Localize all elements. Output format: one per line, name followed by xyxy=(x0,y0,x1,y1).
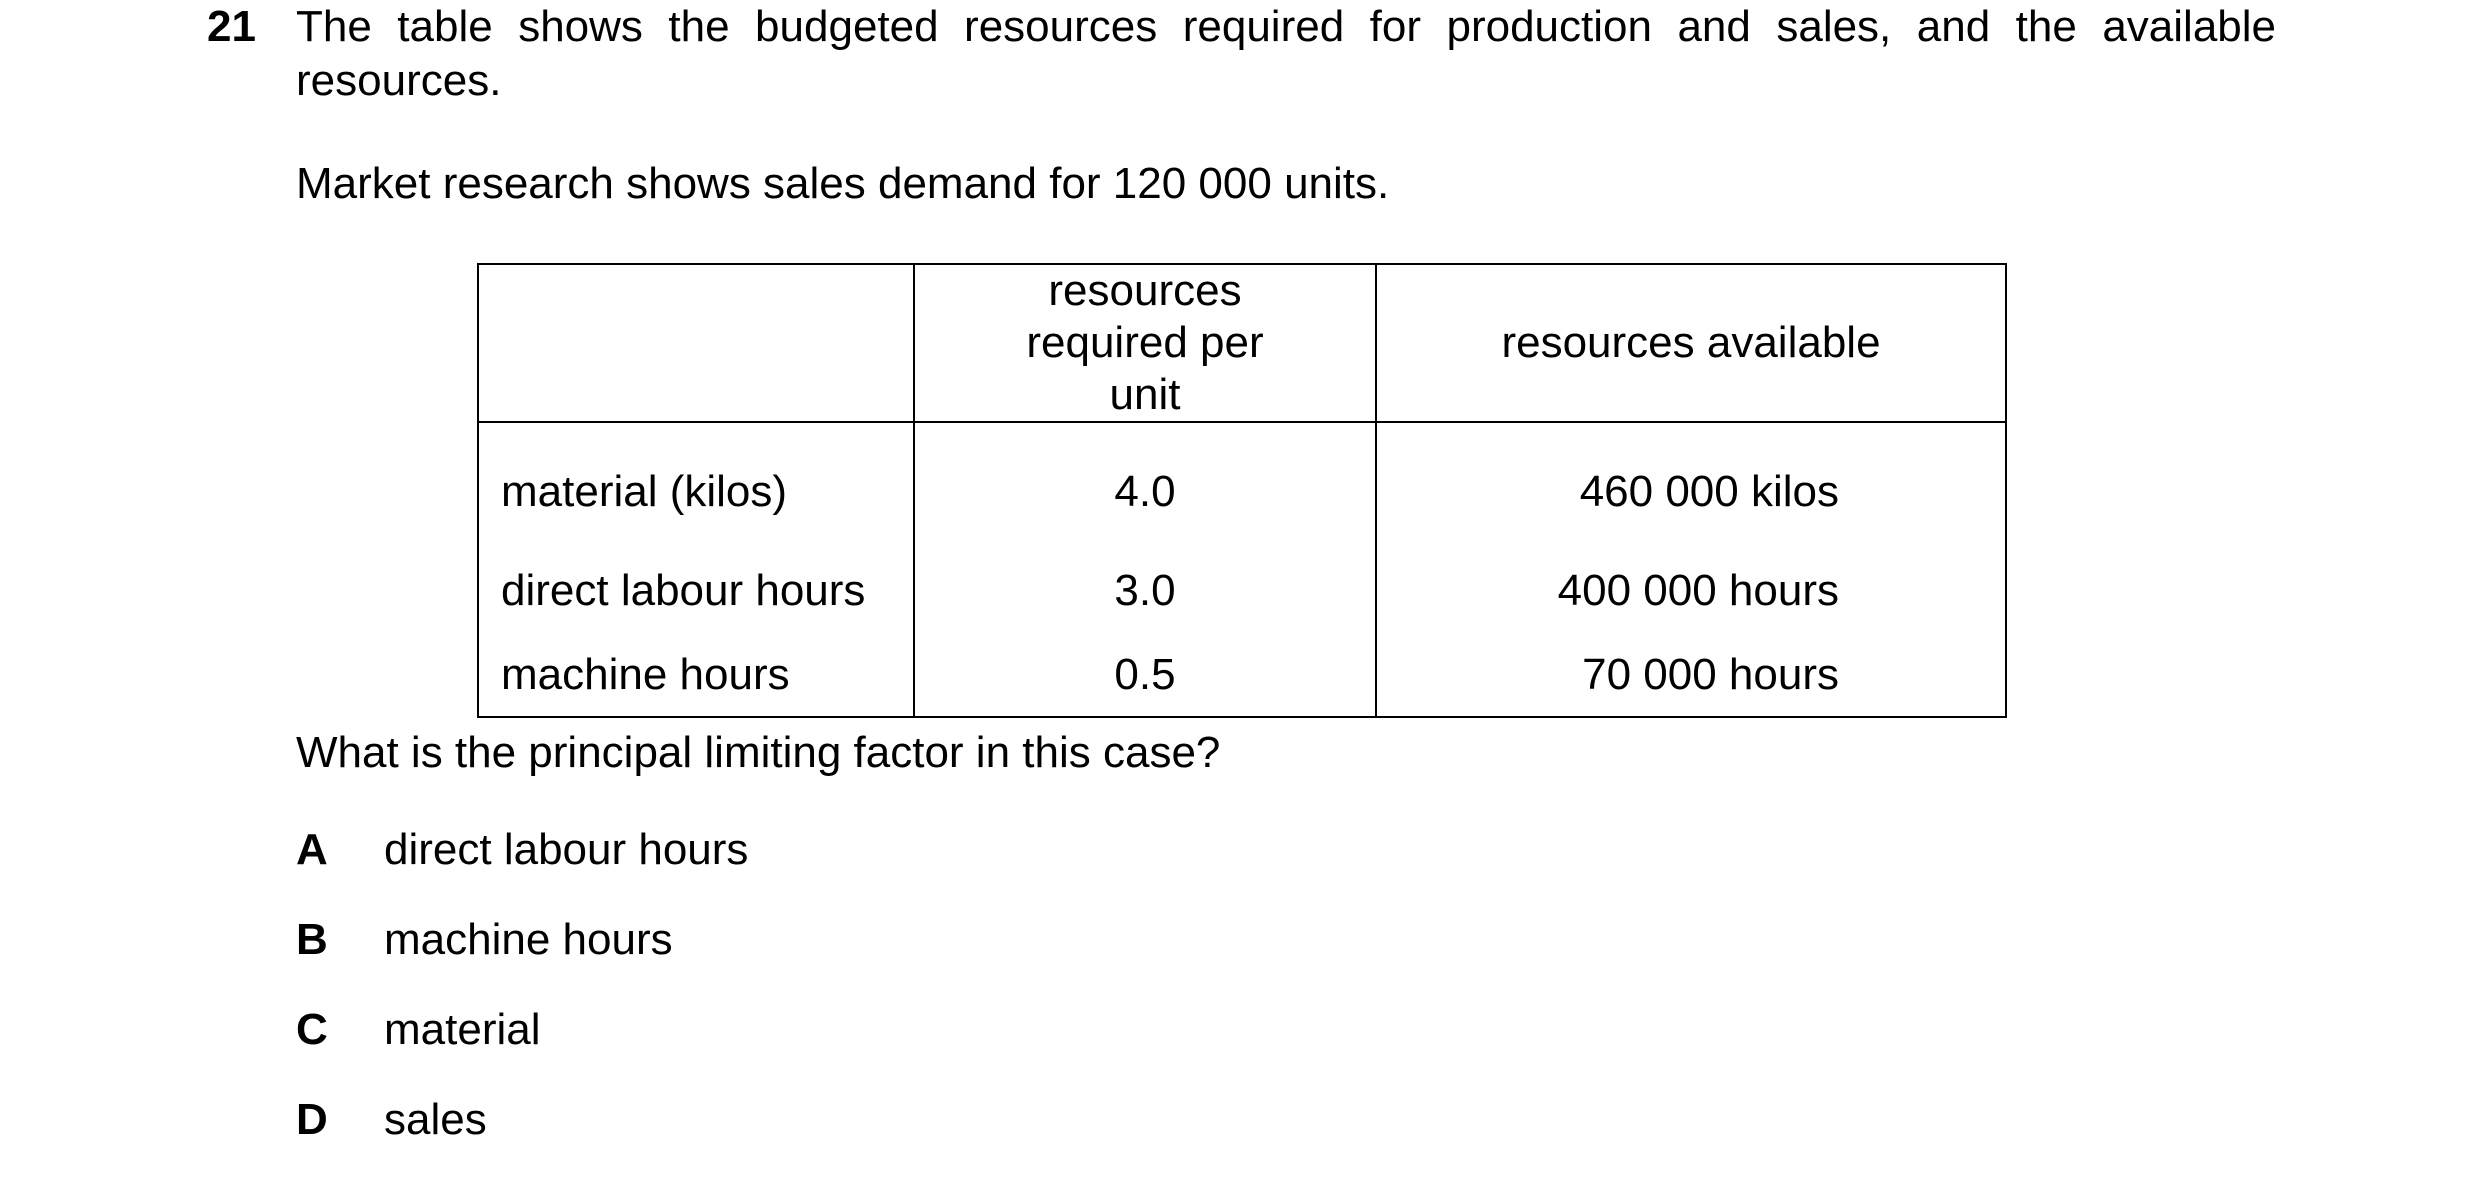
table-row xyxy=(478,634,2006,717)
option-letter: D xyxy=(296,1095,328,1144)
resources-table xyxy=(477,263,2007,718)
table-cell-available xyxy=(1376,547,2006,634)
table-cell-available-text: 460 000 kilos xyxy=(1579,467,1839,516)
question-number: 21 xyxy=(207,2,256,51)
option-text: direct labour hours xyxy=(384,825,749,874)
option-letter: C xyxy=(296,1005,328,1054)
table-row xyxy=(478,422,2006,547)
table-cell-required: 0.5 xyxy=(914,634,1376,717)
table-cell-resource: direct labour hours xyxy=(478,547,914,634)
question-prompt: What is the principal limiting factor in this case? xyxy=(296,728,1221,777)
option-letter: B xyxy=(296,915,328,964)
option-text: material xyxy=(384,1005,541,1054)
table-header-required xyxy=(914,264,1376,422)
table-cell-available xyxy=(1376,634,2006,717)
demand-statement: Market research shows sales demand for 120 000 units. xyxy=(296,159,1390,208)
option-text: machine hours xyxy=(384,915,673,964)
table-cell-available xyxy=(1376,422,2006,547)
table-cell-resource: machine hours xyxy=(478,634,914,717)
table-cell-available-text: 400 000 hours xyxy=(1557,565,1839,615)
option-text: sales xyxy=(384,1095,487,1144)
table-header-available: resources available xyxy=(1376,264,2006,422)
table-cell-resource: material (kilos) xyxy=(478,422,914,547)
table-cell-required: 4.0 xyxy=(914,422,1376,547)
table-row xyxy=(478,547,2006,634)
table-header-empty xyxy=(478,264,914,422)
option-letter: A xyxy=(296,825,328,874)
question-stem: The table shows the budgeted resources required for production and sales, and the available resources. xyxy=(296,2,2276,105)
table-cell-available-text: 70 000 hours xyxy=(1582,650,1839,699)
table-header-row xyxy=(478,264,2006,422)
table-cell-required: 3.0 xyxy=(914,547,1376,634)
table-header-required-text: resources required per unit xyxy=(1026,266,1264,419)
